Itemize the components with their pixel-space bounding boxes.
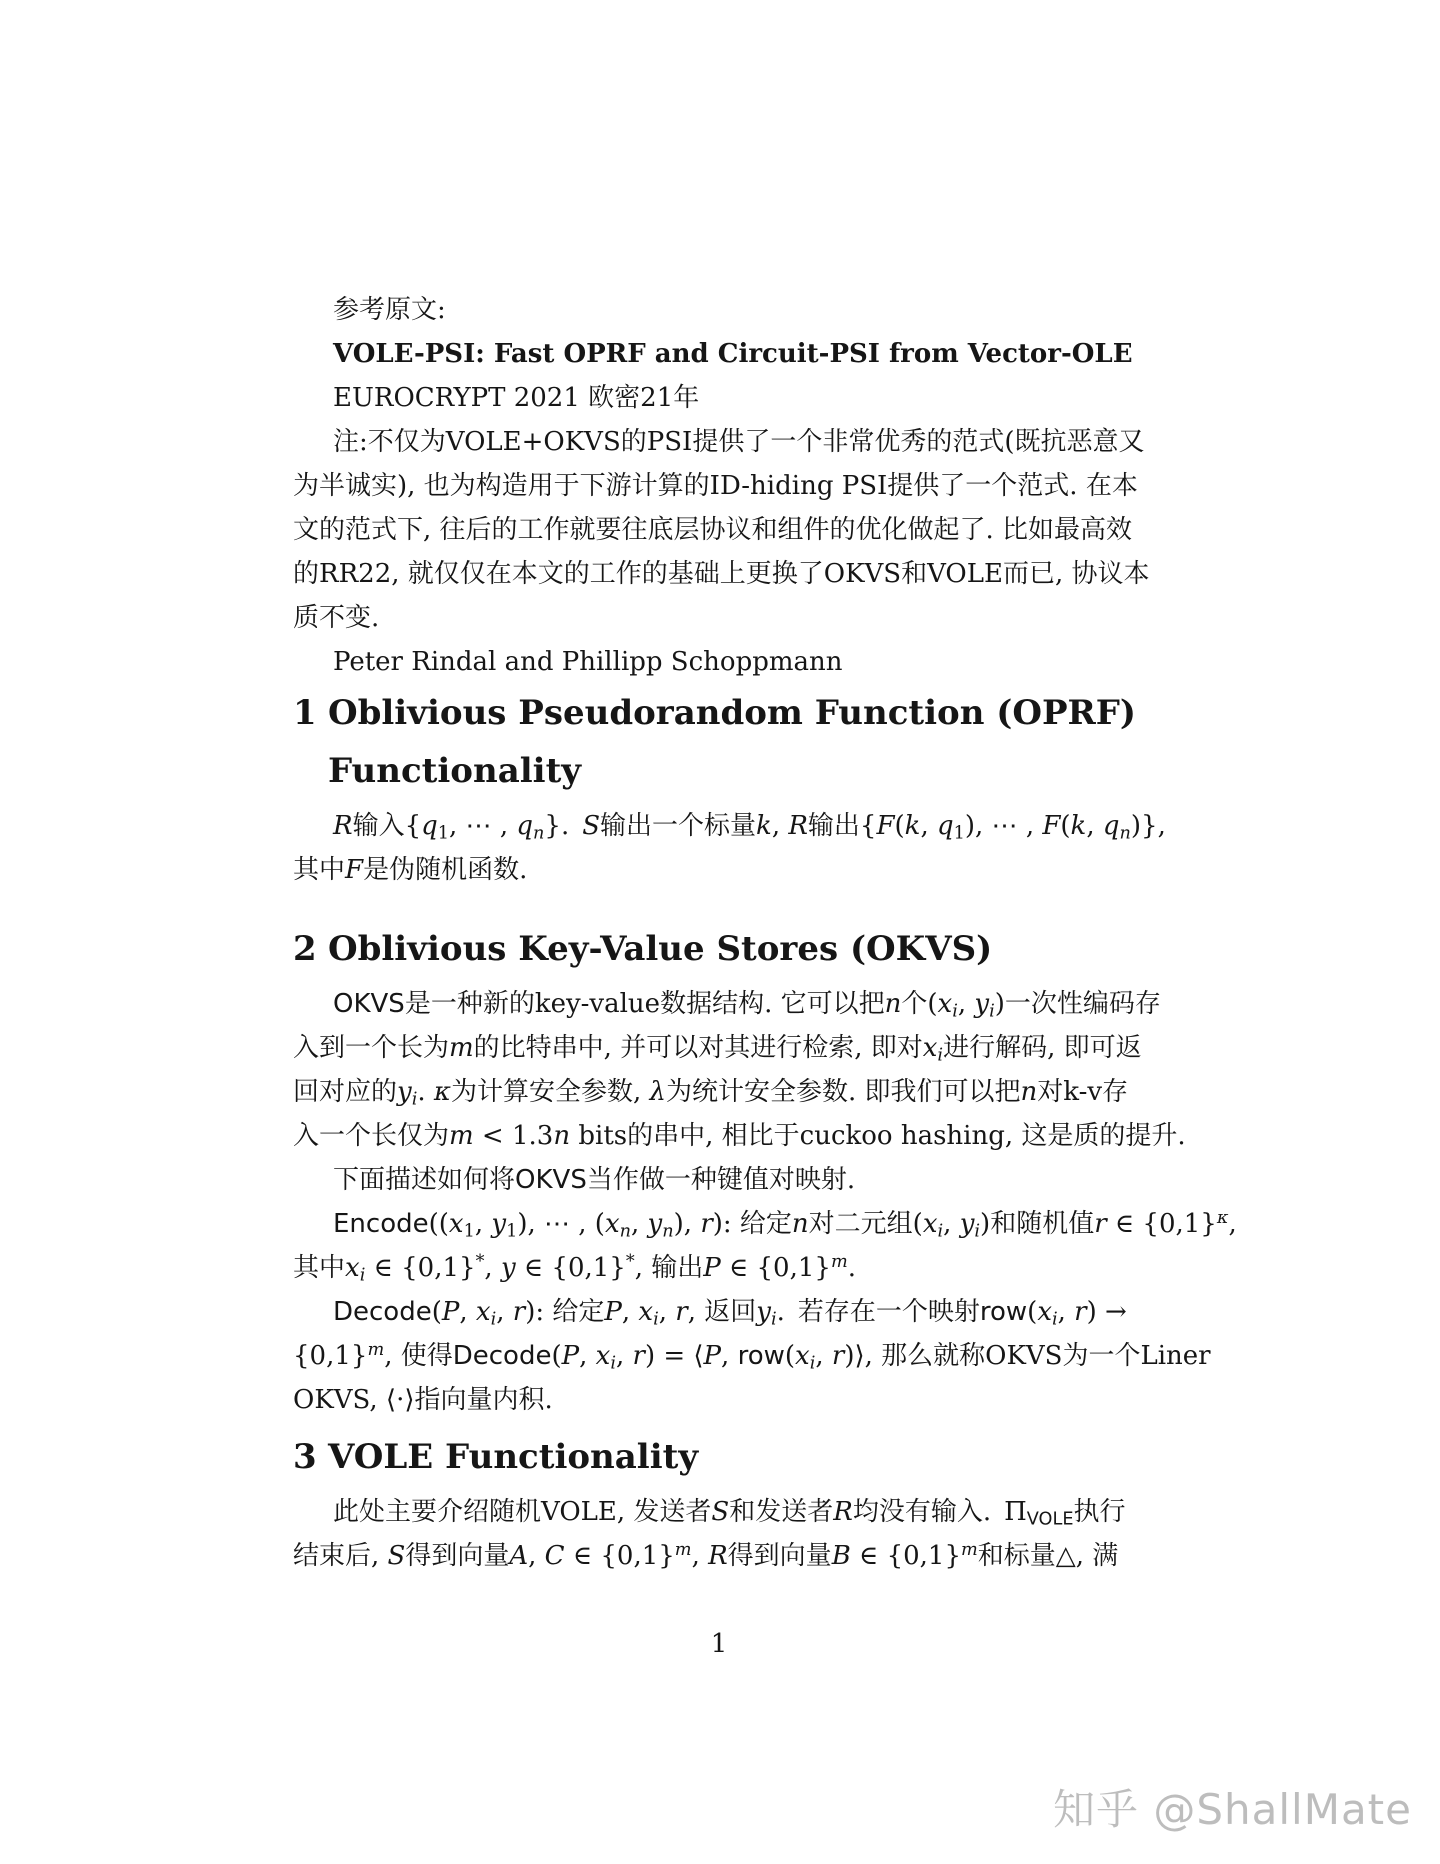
text-line: 入到一个长为m的比特串中, 并可以对其进行检索, 即对$x_i$进行解码, 即可返	[293, 1033, 1142, 1066]
section-title-line: Oblivious Pseudorandom Function (OPRF)	[328, 693, 1136, 733]
text-line: $\{0,1\}^m$, 使得Decode(P, $x_i$, r) = ⟨P, $row(x_i$, r)⟩, 那么就称OKVS为一个Liner	[293, 1340, 1211, 1374]
text-line: 回对应的$y_i$. κ为计算安全参数, λ为统计安全参数. 即我们可以把n对k-v存	[293, 1077, 1129, 1110]
paper-title: VOLE-PSI: Fast OPRF and Circuit-PSI from Vector-OLE	[333, 339, 1133, 369]
section-title-line: Functionality	[328, 751, 582, 791]
paragraph	[293, 982, 1186, 1158]
reference-label: 参考原文:	[333, 295, 446, 325]
text-line: Decode(P, $x_i$, r): 给定P, $x_i$, r, 返回$y_i$. 若存在一个映射$row(x_i$, r) →	[333, 1297, 1127, 1330]
text-line: 的RR22, 就仅仅在本文的工作的基础上更换了OKVS和VOLE而已, 协议本	[293, 559, 1150, 589]
section-title-line: VOLE Functionality	[328, 1437, 699, 1477]
section-number: 3	[293, 1437, 317, 1477]
venue-line: EUROCRYPT 2021 欧密21年	[333, 383, 700, 413]
note-paragraph	[293, 420, 1150, 640]
section-title-line: Oblivious Key-Value Stores (OKVS)	[328, 929, 993, 969]
text-line: 质不变.	[293, 603, 380, 633]
section-number: 2	[293, 929, 317, 969]
text-line: 为半诚实), 也为构造用于下游计算的ID-hiding PSI提供了一个范式. 在本	[293, 471, 1138, 501]
text-line: 注:不仅为VOLE+OKVS的PSI提供了一个非常优秀的范式(既抗恶意又	[333, 427, 1145, 457]
watermark: 知乎 @ShallMate	[1053, 1785, 1412, 1834]
text-line: 文的范式下, 往后的工作就要往底层协议和组件的优化做起了. 比如最高效	[293, 515, 1133, 545]
section-heading-3	[293, 1428, 1145, 1486]
section-title	[328, 920, 1145, 978]
section-heading-1	[293, 684, 1145, 800]
authors-line: Peter Rindal and Phillipp Schoppmann	[333, 647, 843, 677]
paragraph	[293, 804, 1166, 892]
text-line: 此处主要介绍随机VOLE, 发送者S和发送者R均没有输入. $\Pi_{VOLE}$执行	[333, 1497, 1126, 1530]
text-block	[293, 288, 1237, 1578]
text-line: 其中$x_i$ ∈ {0,1}*, y ∈ {0,1}*, 输出P ∈ $\{0,1\}^m$.	[293, 1252, 856, 1286]
text-line: $Encode((x_1$, $y_1$), ⋯ , ($x_n$, $y_n$), r): 给定n对二元组($x_i$, $y_i$)和随机值r ∈ $\{0,1\}^\kappa$,	[333, 1208, 1237, 1242]
text-line: 入一个长仅为m < 1.3n bits的串中, 相比于cuckoo hashing, 这是质的提升.	[293, 1121, 1186, 1151]
paragraph	[293, 1290, 1211, 1422]
text-line: OKVS是一种新的key-value数据结构. 它可以把n个($x_i$, $y_i$)一次性编码存	[333, 989, 1161, 1022]
text-line: 结束后, S得到向量A, C ∈ $\{0,1\}^m$, R得到向量B ∈ $\{0,1\}^m$和标量△, 满	[293, 1540, 1119, 1571]
section-heading-2	[293, 920, 1145, 978]
paragraph	[293, 1202, 1237, 1290]
section-number: 1	[293, 693, 317, 733]
section-title	[328, 684, 1145, 800]
text-line: OKVS, ⟨·⟩指向量内积.	[293, 1385, 553, 1415]
section-title	[328, 1428, 1145, 1486]
text-line: 下面描述如何将OKVS当作做一种键值对映射.	[333, 1165, 856, 1195]
paragraph	[293, 1490, 1145, 1578]
paragraph	[293, 1158, 1145, 1202]
text-line: R输入{$q_1$, ⋯ , $q_n$}. S输出一个标量k, R输出{F(k, $q_1$), ⋯ , F(k, $q_n$)},	[333, 811, 1166, 844]
page-number: 1	[710, 1629, 728, 1659]
text-line: 其中F是伪随机函数.	[293, 855, 528, 885]
